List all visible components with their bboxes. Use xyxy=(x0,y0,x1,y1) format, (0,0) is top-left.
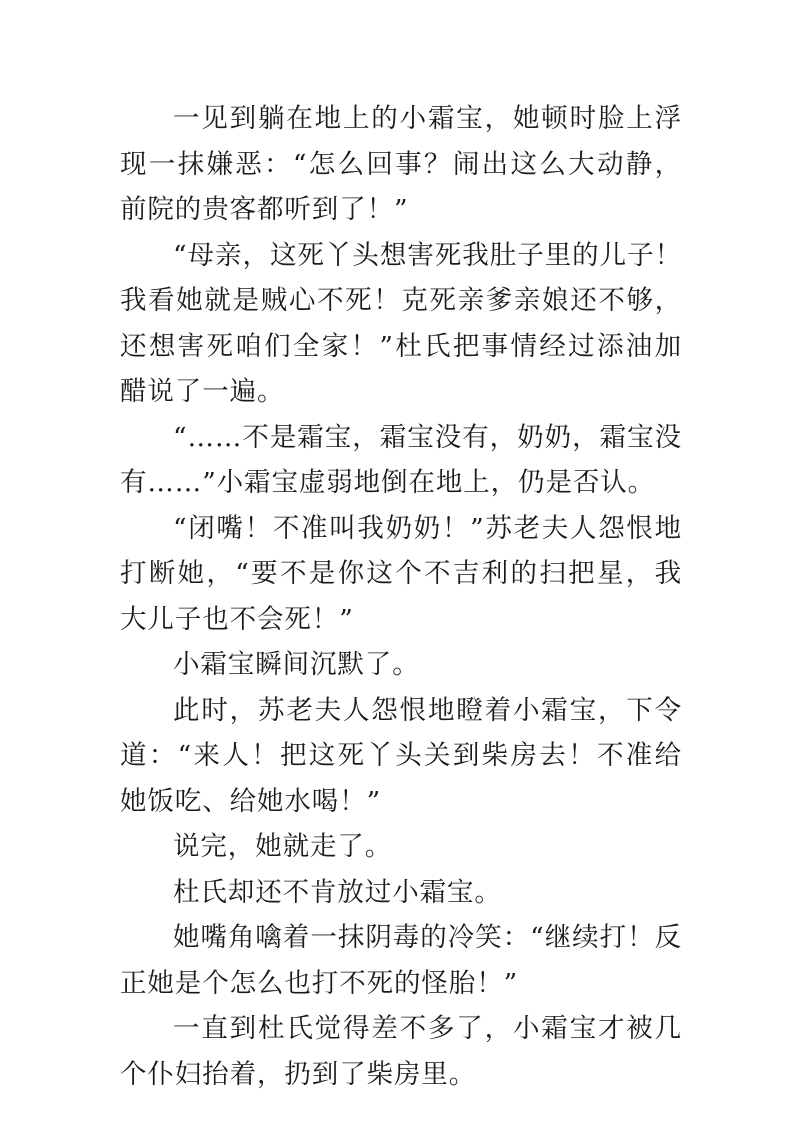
paragraph-10: 一直到杜氏觉得差不多了，小霜宝才被几个仆妇抬着，扔到了柴房里。 xyxy=(120,1013,682,1090)
paragraph-3: “……不是霜宝，霜宝没有，奶奶，霜宝没有……”小霜宝虚弱地倒在地上，仍是否认。 xyxy=(120,421,682,498)
paragraph-4: “闭嘴！不准叫我奶奶！”苏老夫人怨恨地打断她，“要不是你这个不吉利的扫把星，我大儿子也不会死！” xyxy=(120,512,682,635)
paragraph-9: 她嘴角噙着一抹阴毒的冷笑：“继续打！反正她是个怎么也打不死的怪胎！” xyxy=(120,922,682,999)
paragraph-5: 小霜宝瞬间沉默了。 xyxy=(173,649,420,680)
paragraph-7: 说完，她就走了。 xyxy=(173,831,393,862)
paragraph-6: 此时，苏老夫人怨恨地瞪着小霜宝，下令道：“来人！把这死丫头关到柴房去！不准给她饭吃、给她水喝！” xyxy=(120,694,682,817)
paragraph-8: 杜氏却还不肯放过小霜宝。 xyxy=(173,876,502,908)
document-page xyxy=(120,96,682,1097)
paragraph-2: “母亲，这死丫头想害死我肚子里的儿子！我看她就是贼心不死！克死亲爹亲娘还不够，还想害死咱们全家！”杜氏把事情经过添油加醋说了一遍。 xyxy=(120,239,682,407)
paragraph-1: 一见到躺在地上的小霜宝，她顿时脸上浮现一抹嫌恶：“怎么回事？闹出这么大动静，前院的贵客都听到了！” xyxy=(120,103,682,225)
